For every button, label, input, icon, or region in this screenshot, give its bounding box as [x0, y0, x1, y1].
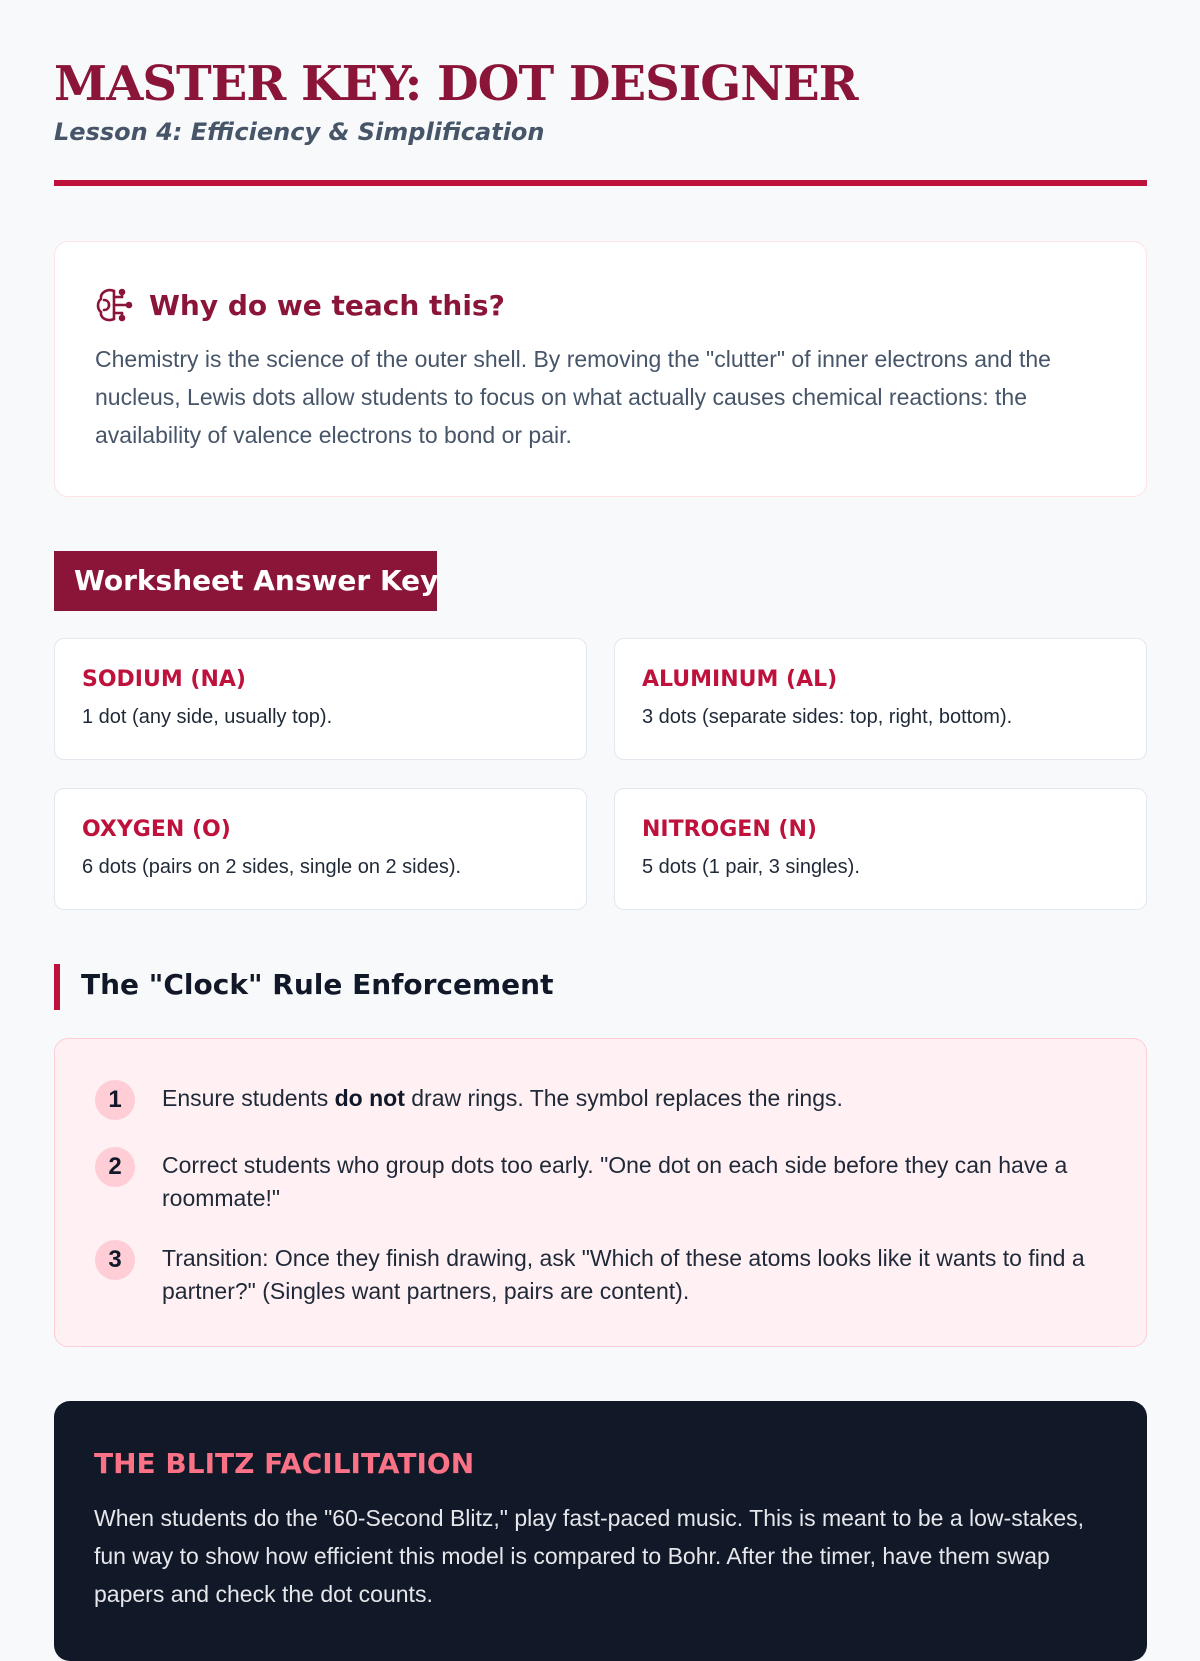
rule-text-end: draw rings. The symbol replaces the rings. [404, 1085, 843, 1111]
brain-icon [95, 286, 133, 324]
why-teach-heading [95, 286, 505, 324]
answer-key-heading: Worksheet Answer Key [54, 551, 437, 611]
rule-text-emphasis: do not [334, 1085, 405, 1111]
page-subtitle: Lesson 4: Efficiency & Simplification [54, 118, 545, 146]
why-teach-text: Chemistry is the science of the outer shell. By removing the "clutter" of inner electrons and the nucleus, Lewis dots allow students to focus on what actually causes chemical reactions: the availability of valence electrons to bond or pair. [95, 346, 1051, 448]
rule-text: Transition: Once they finish drawing, ask "Which of these atoms looks like it wants to find a partner?" (Singles want partners, pairs are content). [162, 1245, 1085, 1304]
rule-number-badge: 3 [95, 1240, 135, 1280]
rule-text-start: Ensure students [162, 1085, 335, 1111]
why-teach-title: Why do we teach this? [149, 288, 505, 322]
answer-card-sodium [54, 638, 587, 760]
answer-card-aluminum [614, 638, 1147, 760]
answer-element-desc: 6 dots (pairs on 2 sides, single on 2 sides). [82, 856, 462, 878]
answer-element-desc: 5 dots (1 pair, 3 singles). [642, 856, 860, 878]
clock-rule-heading: The "Clock" Rule Enforcement [81, 968, 554, 1001]
why-teach-card [54, 241, 1147, 497]
answer-element-desc: 1 dot (any side, usually top). [82, 706, 333, 728]
rule-text: Correct students who group dots too early. "One dot on each side before they can have a roommate!" [162, 1152, 1068, 1211]
blitz-text: When students do the "60-Second Blitz," play fast-paced music. This is meant to be a low-stakes, fun way to show how efficient this model is compared to Bohr. After the timer, have them swap papers and check the dot counts. [94, 1505, 1085, 1607]
answer-element-name: OXYGEN (O) [82, 817, 231, 842]
rule-text [162, 1082, 1102, 1115]
answer-card-oxygen [54, 788, 587, 910]
rule-number-badge: 1 [95, 1080, 135, 1120]
answer-element-name: SODIUM (NA) [82, 667, 246, 692]
blitz-facilitation-card [54, 1401, 1147, 1661]
clock-rules-card [54, 1038, 1147, 1347]
rule-number-badge: 2 [95, 1147, 135, 1187]
answer-element-name: ALUMINUM (AL) [642, 667, 838, 692]
section-accent-bar [54, 964, 60, 1010]
answer-element-name: NITROGEN (N) [642, 817, 817, 842]
page-title: MASTER KEY: DOT DESIGNER [54, 56, 858, 112]
answer-card-nitrogen [614, 788, 1147, 910]
answer-element-desc: 3 dots (separate sides: top, right, bottom). [642, 706, 1013, 728]
title-divider [54, 180, 1147, 186]
blitz-title: THE BLITZ FACILITATION [94, 1447, 475, 1480]
